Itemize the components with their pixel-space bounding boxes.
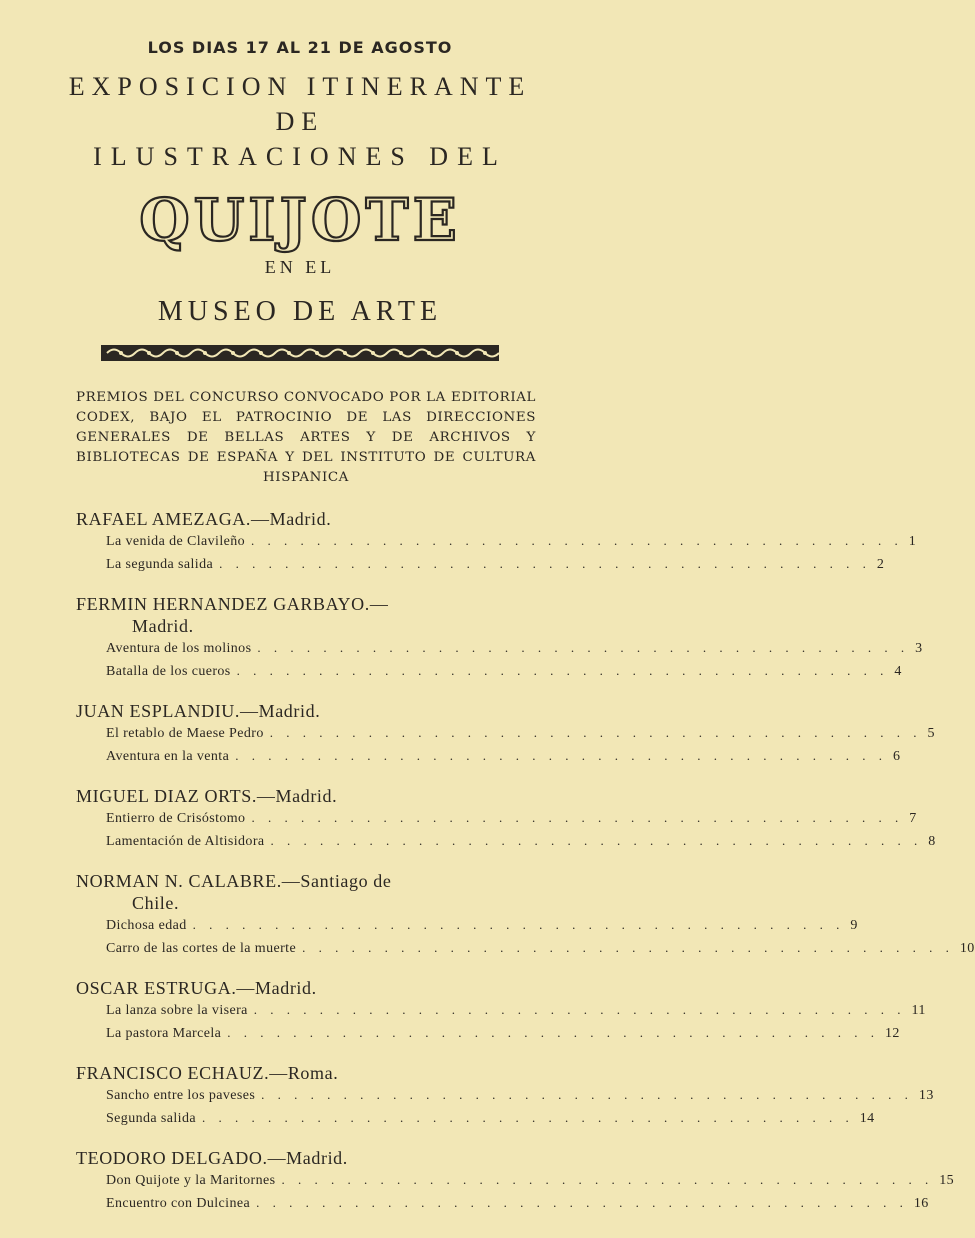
work-title: Aventura en la venta	[106, 749, 230, 764]
work-number: 10	[959, 941, 975, 956]
work-number: 2	[876, 557, 885, 572]
ornament-border-icon	[101, 344, 499, 362]
dot-leader: . . . . . . . . . . . . . . . . . . . . . . . . . . . . . . . . . . . . . . . .	[235, 748, 887, 763]
artist-name-text: FERMIN HERNANDEZ GARBAYO.—	[76, 594, 389, 614]
work-row	[106, 553, 885, 576]
work-number: 13	[918, 1088, 934, 1103]
work-number: 3	[915, 641, 923, 656]
artist-entry	[76, 785, 936, 853]
work-title: Dichosa edad	[106, 918, 187, 933]
work-title: Lamentación de Altisidora	[106, 834, 265, 849]
work-number: 7	[909, 811, 917, 826]
work-number: 4	[894, 664, 902, 679]
dot-leader: . . . . . . . . . . . . . . . . . . . . . . . . . . . . . . . . . . . . . . . .	[227, 1025, 879, 1040]
work-title: Encuentro con Dulcinea	[106, 1196, 251, 1211]
work-number: 8	[928, 834, 936, 849]
work-row	[106, 999, 926, 1022]
artist-name	[76, 1062, 516, 1084]
dot-leader: . . . . . . . . . . . . . . . . . . . . . . . . . . . . . . . . . . . . . . . .	[253, 1002, 906, 1017]
work-title: Sancho entre los paveses	[106, 1088, 256, 1103]
work-title: Don Quijote y la Maritornes	[106, 1173, 276, 1188]
work-row	[106, 637, 923, 660]
artist-name	[76, 785, 516, 807]
date-line: LOS DIAS 17 AL 21 DE AGOSTO	[147, 38, 453, 57]
work-row	[106, 1084, 934, 1107]
work-row	[106, 807, 917, 830]
work-number: 6	[892, 749, 901, 764]
artist-name-text: MIGUEL DIAZ ORTS.—Madrid.	[76, 786, 338, 806]
artist-name	[76, 1147, 516, 1169]
dot-leader: . . . . . . . . . . . . . . . . . . . . . . . . . . . . . . . . . . . . . . . .	[219, 556, 871, 571]
dot-leader: . . . . . . . . . . . . . . . . . . . . . . . . . . . . . . . . . . . . . . . .	[256, 1195, 908, 1210]
work-number: 1	[908, 534, 917, 549]
artist-entry	[76, 977, 926, 1045]
dot-leader: . . . . . . . . . . . . . . . . . . . . . . . . . . . . . . . . . . . . . . . .	[236, 663, 889, 678]
work-number: 5	[927, 726, 935, 741]
artist-name-text: NORMAN N. CALABRE.—Santiago de	[76, 871, 392, 891]
work-row	[106, 530, 917, 553]
work-title: El retablo de Maese Pedro	[106, 726, 264, 741]
work-title: Entierro de Crisóstomo	[106, 811, 246, 826]
artist-name-text: TEODORO DELGADO.—Madrid.	[76, 1148, 348, 1168]
work-title: Segunda salida	[106, 1111, 196, 1126]
dot-leader: . . . . . . . . . . . . . . . . . . . . . . . . . . . . . . . . . . . . . . . .	[251, 810, 904, 825]
artist-name-text: RAFAEL AMEZAGA.—Madrid.	[76, 509, 332, 529]
work-number: 14	[859, 1111, 875, 1126]
work-number: 16	[913, 1196, 929, 1211]
main-title-quijote: QUIJOTE	[139, 186, 461, 254]
work-title: Batalla de los cueros	[106, 664, 231, 679]
work-row	[106, 937, 975, 960]
dot-leader: . . . . . . . . . . . . . . . . . . . . . . . . . . . . . . . . . . . . . . . .	[269, 725, 922, 740]
dot-leader: . . . . . . . . . . . . . . . . . . . . . . . . . . . . . . . . . . . . . . . .	[201, 1110, 854, 1125]
artist-name	[76, 977, 516, 999]
dot-leader: . . . . . . . . . . . . . . . . . . . . . . . . . . . . . . . . . . . . . . . .	[281, 1172, 934, 1187]
work-row	[106, 1022, 900, 1045]
work-row	[106, 1192, 929, 1215]
artist-list	[76, 508, 975, 1232]
work-row	[106, 1107, 875, 1130]
artist-name-continuation: Madrid.	[132, 616, 194, 636]
artist-name	[76, 870, 516, 914]
work-row	[106, 745, 901, 768]
artist-entry	[76, 593, 923, 683]
work-title: La segunda salida	[106, 557, 214, 572]
title-line-ilustraciones: ILUSTRACIONES DEL	[93, 142, 507, 171]
work-number: 15	[939, 1173, 954, 1188]
dot-leader: . . . . . . . . . . . . . . . . . . . . . . . . . . . . . . . . . . . . . . . .	[270, 833, 923, 848]
work-row	[106, 660, 902, 683]
artist-name	[76, 700, 516, 722]
intro-paragraph: PREMIOS DEL CONCURSO CONVOCADO POR LA EDITORIAL CODEX, BAJO EL PATROCINIO DE LAS DIRECCIONES GENERALES DE BELLAS ARTES Y DE ARCHIVOS Y BIBLIOTECAS DE ESPAÑA Y DEL INSTITUTO DE CULTURA HISPANICA	[76, 390, 536, 485]
artist-name	[76, 508, 516, 530]
artist-name-text: OSCAR ESTRUGA.—Madrid.	[76, 978, 317, 998]
work-row	[106, 722, 935, 745]
dot-leader: . . . . . . . . . . . . . . . . . . . . . . . . . . . . . . . . . . . . . . . .	[261, 1087, 913, 1102]
work-title: Aventura de los molinos	[106, 641, 252, 656]
artist-entry	[76, 700, 935, 768]
work-row	[106, 914, 858, 937]
work-title: La pastora Marcela	[106, 1026, 222, 1041]
work-title: La lanza sobre la visera	[106, 1003, 248, 1018]
dot-leader: . . . . . . . . . . . . . . . . . . . . . . . . . . . . . . . . . . . . . . . .	[257, 640, 910, 655]
work-number: 11	[911, 1003, 926, 1018]
artist-entry	[76, 1062, 934, 1130]
dot-leader: . . . . . . . . . . . . . . . . . . . . . . . . . . . . . . . . . . . . . . . .	[251, 533, 903, 548]
work-title: La venida de Clavileño	[106, 534, 246, 549]
artist-entry	[76, 1147, 954, 1215]
title-line-exposicion: EXPOSICION ITINERANTE	[68, 72, 532, 101]
work-row	[106, 830, 936, 853]
dot-leader: . . . . . . . . . . . . . . . . . . . . . . . . . . . . . . . . . . . . . . . .	[192, 917, 845, 932]
artist-name-continuation: Chile.	[132, 893, 180, 913]
work-title: Carro de las cortes de la muerte	[106, 941, 297, 956]
work-row	[106, 1169, 954, 1192]
work-number: 12	[885, 1026, 900, 1041]
artist-name-text: JUAN ESPLANDIU.—Madrid.	[76, 701, 321, 721]
subtitle-museo-de-arte: MUSEO DE ARTE	[157, 296, 443, 327]
artist-entry	[76, 870, 975, 960]
artist-name-text: FRANCISCO ECHAUZ.—Roma.	[76, 1063, 339, 1083]
artist-name	[76, 593, 516, 637]
subtitle-en-el: EN EL	[264, 257, 336, 277]
work-number: 9	[850, 918, 858, 933]
title-line-de: DE	[275, 107, 325, 136]
dot-leader: . . . . . . . . . . . . . . . . . . . . . . . . . . . . . . . . . . . . . . . .	[302, 940, 954, 955]
artist-entry	[76, 508, 917, 576]
